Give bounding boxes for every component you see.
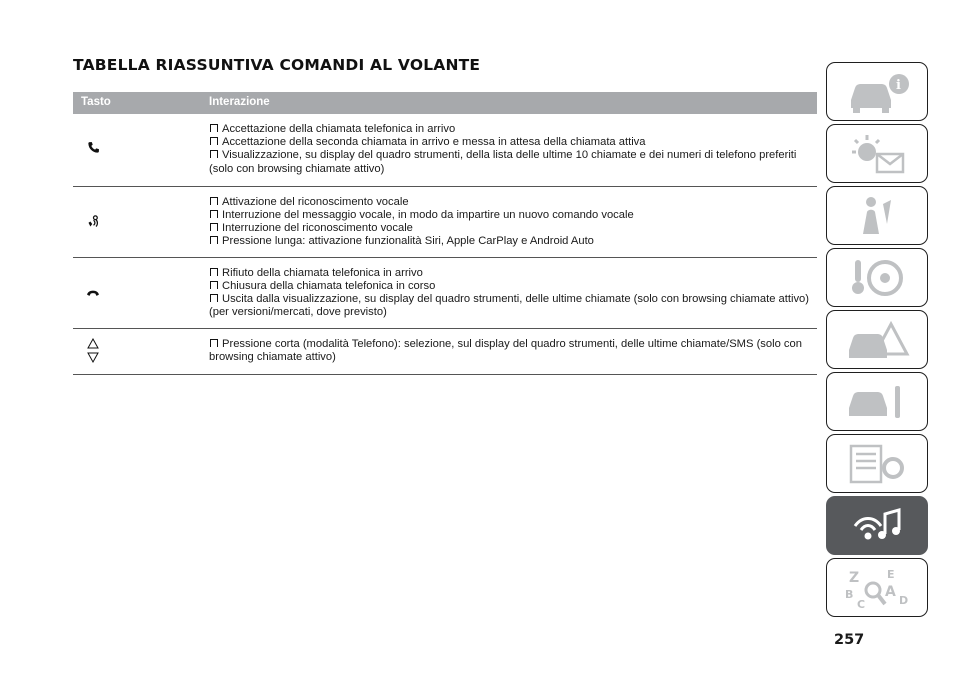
- alphabetical-index-icon: [841, 566, 913, 610]
- list-item: Interruzione del riconoscimento vocale: [209, 222, 817, 235]
- table-row: [73, 257, 817, 328]
- tab-warning-lights[interactable]: [826, 124, 928, 183]
- key-cell: [73, 114, 203, 186]
- list-item: Uscita dalla visualizzazione, su display del quadro strumenti, delle ultime chiamate (solo con browsing chiamate attivo) (per versioni/mercati, dove previsto): [209, 292, 810, 319]
- technical-data-icon: [841, 442, 913, 486]
- list-item: Chiusura della chiamata telefonica in corso: [209, 280, 817, 293]
- key-cell: [73, 328, 203, 374]
- multimedia-icon: [841, 504, 913, 548]
- bullet-icon: [210, 236, 218, 244]
- warning-light-message-icon: [841, 132, 913, 176]
- table-row: [73, 186, 817, 257]
- commands-table: [73, 92, 817, 375]
- key-cell: [73, 186, 203, 257]
- table-row: [73, 114, 817, 186]
- table-header: [73, 92, 817, 114]
- tab-safety[interactable]: [826, 186, 928, 245]
- bullet-icon: [210, 137, 218, 145]
- safety-airbag-icon: [841, 194, 913, 238]
- interaction-cell: [203, 114, 817, 186]
- list-item: Accettazione della chiamata telefonica in arrivo: [209, 123, 817, 136]
- car-info-icon: [841, 70, 913, 114]
- phone-icon: [87, 141, 100, 154]
- tab-starting-driving[interactable]: [826, 248, 928, 307]
- table-row: [73, 328, 817, 374]
- list-item: Interruzione del messaggio vocale, in modo da impartire un nuovo comando vocale: [209, 209, 817, 222]
- key-steering-wheel-icon: [841, 256, 913, 300]
- bullet-icon: [210, 150, 218, 158]
- interaction-cell: [203, 257, 817, 328]
- list-item: Accettazione della seconda chiamata in arrivo e messa in attesa della chiamata attiva: [209, 136, 817, 149]
- page-title: TABELLA RIASSUNTIVA COMANDI AL VOLANTE: [73, 56, 481, 74]
- header-tasto: Tasto: [73, 92, 203, 114]
- tab-emergency[interactable]: [826, 310, 928, 369]
- bullet-icon: [210, 223, 218, 231]
- tab-car-info[interactable]: [826, 62, 928, 121]
- voice-command-icon: [86, 214, 101, 229]
- list-item: Attivazione del riconoscimento vocale: [209, 196, 817, 209]
- svg-text:C: C: [857, 597, 866, 610]
- svg-text:E: E: [887, 567, 895, 581]
- tab-index[interactable]: [826, 558, 928, 617]
- bullet-icon: [210, 210, 218, 218]
- bullet-icon: [210, 268, 218, 276]
- svg-text:B: B: [845, 587, 854, 601]
- bullet-icon: [210, 197, 218, 205]
- tab-maintenance[interactable]: [826, 372, 928, 431]
- svg-text:A: A: [885, 583, 896, 600]
- emergency-breakdown-icon: [841, 318, 913, 362]
- key-cell: [73, 257, 203, 328]
- list-item: Visualizzazione, su display del quadro strumenti, della lista delle ultime 10 chiamate e dei numeri di telefono preferiti (solo con browsing chiamate attivo): [209, 149, 797, 175]
- svg-text:i: i: [896, 77, 901, 93]
- list-item: Pressione lunga: attivazione funzionalità Siri, Apple CarPlay e Android Auto: [209, 235, 817, 248]
- bullet-icon: [210, 124, 218, 132]
- tab-technical-data[interactable]: [826, 434, 928, 493]
- up-down-arrows-icon: [87, 338, 99, 364]
- bullet-icon: [210, 294, 218, 302]
- bullet-icon: [210, 339, 218, 347]
- tab-multimedia[interactable]: [826, 496, 928, 555]
- header-interazione: Interazione: [203, 92, 817, 114]
- interaction-cell: [203, 186, 817, 257]
- page-number: 257: [834, 632, 865, 648]
- list-item: Rifiuto della chiamata telefonica in arrivo: [209, 267, 817, 280]
- hang-up-icon: [86, 289, 100, 297]
- list-item: Pressione corta (modalità Telefono): selezione, sul display del quadro strumenti, delle ultime chiamate/SMS (solo con browsing chiamate attivo): [209, 337, 802, 363]
- interaction-cell: [203, 328, 817, 374]
- bullet-icon: [210, 281, 218, 289]
- svg-text:D: D: [899, 593, 909, 607]
- maintenance-car-icon: [841, 380, 913, 424]
- svg-text:Z: Z: [849, 569, 860, 586]
